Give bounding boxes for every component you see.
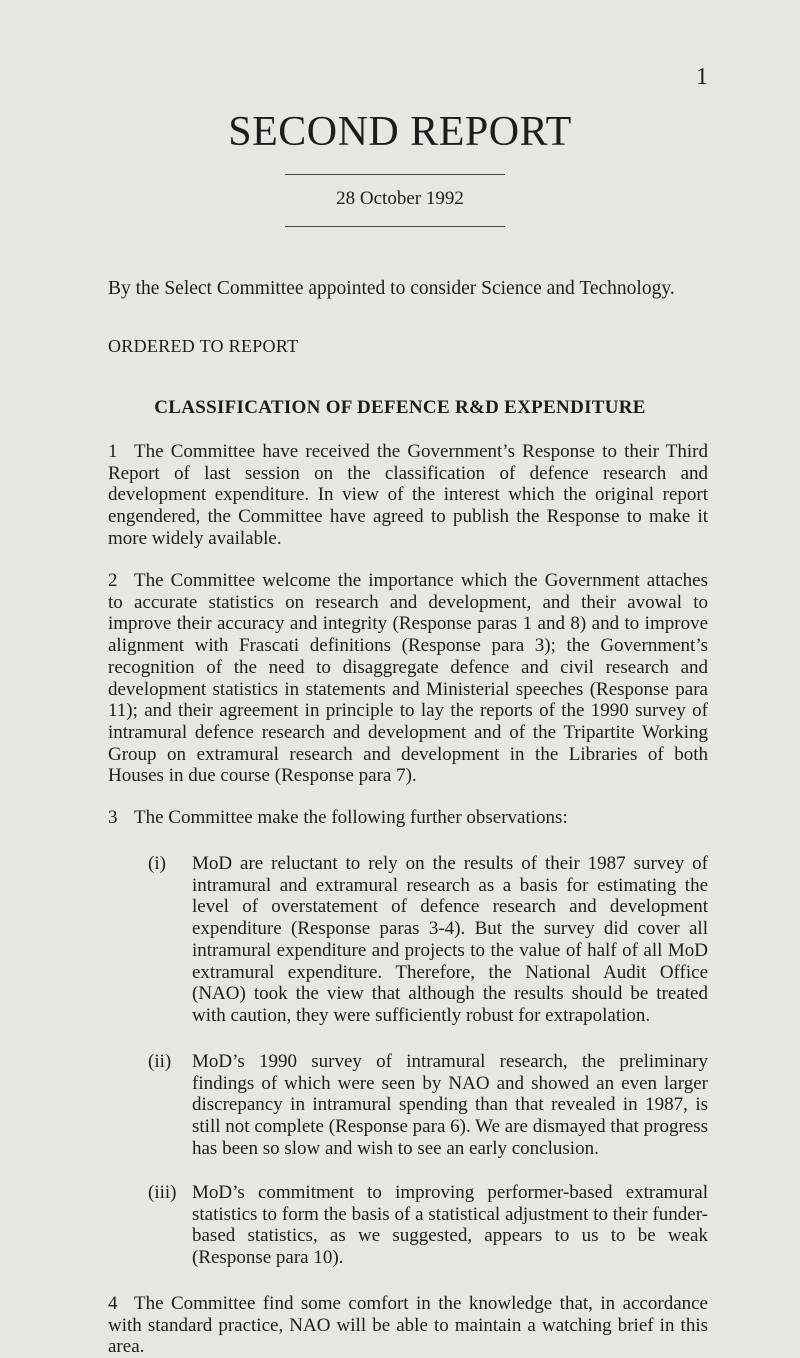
paragraph-text: The Committee welcome the importance which the Government attaches to accurate statistics on research and development, and their avowal to improve their accuracy and integrity (Response paras 1 and 8) and to improve alignment with Frascati definitions (Response para 3); the Government’s recognition of the need to disaggregate defence and civil research and development statistics in statements and Ministerial speeches (Response para 11); and their agreement in principle to lay the reports of the 1990 survey of intramural defence research and development and of the Tripartite Working Group on extramural research and development in the Libraries of both Houses in due course (Response para 7). bbox=[108, 570, 708, 787]
section-heading: CLASSIFICATION OF DEFENCE R&D EXPENDITURE bbox=[154, 397, 646, 418]
paragraph-3 bbox=[108, 807, 708, 829]
observation-marker: (iii) bbox=[148, 1182, 177, 1203]
paragraph-number: 2 bbox=[108, 570, 118, 591]
observation-marker: (i) bbox=[148, 853, 166, 874]
paragraph-number: 1 bbox=[108, 441, 118, 462]
observation-marker: (ii) bbox=[148, 1051, 172, 1072]
report-date: 28 October 1992 bbox=[336, 188, 464, 209]
observation-item bbox=[148, 1051, 708, 1160]
observation-item bbox=[148, 1182, 708, 1269]
divider-bottom bbox=[285, 226, 505, 227]
paragraph-2 bbox=[108, 570, 708, 787]
paragraph-text: The Committee find some comfort in the knowledge that, in accordance with standard practice, NAO will be able to maintain a watching brief in this area. bbox=[108, 1293, 708, 1358]
observation-text: MoD’s commitment to improving performer-based extramural statistics to form the basis of a statistical adjustment to their funder-based statistics, as we suggested, appears to us to be weak (Response para 10). bbox=[192, 1182, 708, 1269]
page-number: 1 bbox=[696, 64, 708, 90]
observation-text: MoD are reluctant to rely on the results of their 1987 survey of intramural and extramural research as a basis for estimating the level of overstatement of defence research and development expenditure (Response paras 3-4). But the survey did cover all intramural expenditure and projects to the value of half of all MoD extramural expenditure. Therefore, the National Audit Office (NAO) took the view that although the results should be treated with caution, they were sufficiently robust for extrapolation. bbox=[192, 853, 708, 1026]
ordered-to-report: ORDERED TO REPORT bbox=[108, 336, 299, 356]
paragraph-text: The Committee make the following further observations: bbox=[134, 807, 568, 828]
report-title: SECOND REPORT bbox=[228, 109, 572, 155]
paragraph-number: 4 bbox=[108, 1293, 118, 1314]
observation-item bbox=[148, 853, 708, 1027]
paragraph-4 bbox=[108, 1293, 708, 1358]
paragraph-text: The Committee have received the Government’s Response to their Third Report of last session on the classification of defence research and development expenditure. In view of the interest which the original report engendered, the Committee have agreed to publish the Response to make it more widely available. bbox=[108, 441, 708, 549]
divider-top bbox=[285, 174, 505, 175]
paragraph-1 bbox=[108, 441, 708, 550]
observation-text: MoD’s 1990 survey of intramural research, the preliminary findings of which were seen by NAO and showed an even larger discrepancy in intramural spending than that revealed in 1987, is still not complete (Response para 6). We are dismayed that progress has been so slow and wish to see an early conclusion. bbox=[192, 1051, 708, 1159]
committee-line: By the Select Committee appointed to consider Science and Technology. bbox=[108, 278, 675, 299]
paragraph-number: 3 bbox=[108, 807, 118, 828]
